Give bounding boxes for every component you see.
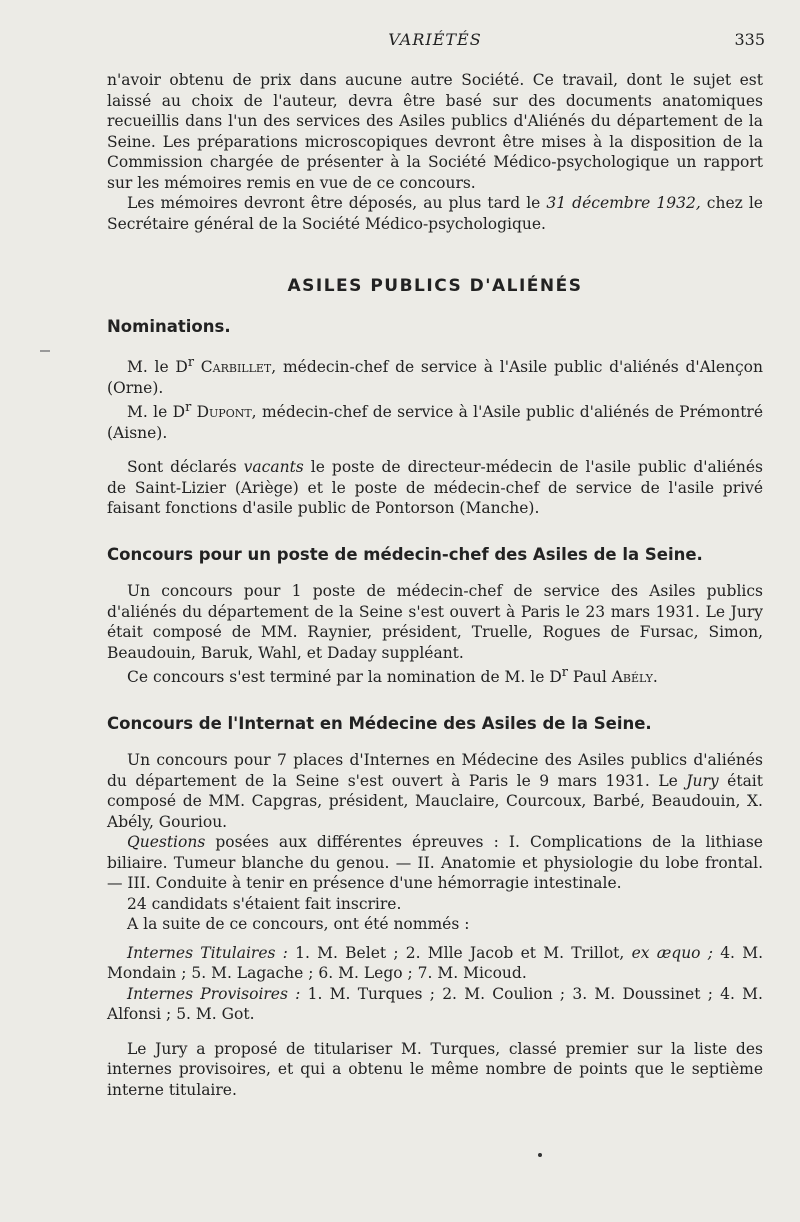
paragraph-vacancies — [107, 457, 763, 519]
nomination-prefix: M. le D — [127, 358, 188, 377]
page-body — [107, 70, 763, 1100]
titulaires-text-end: 4. M. Mondain ; 5. M. Lagache ; 6. M. Lego ; 7. M. Micoud. — [107, 943, 764, 983]
internat-paragraph-proposal: Le Jury a proposé de titulariser M. Turques, classé premier sur la liste des internes provisoires, et qui a obtenu le même nombre de points que le septième interne titulaire. — [107, 1039, 763, 1099]
vacancies-text: Sont déclarés — [127, 458, 244, 477]
concours-medecin-result — [107, 663, 763, 688]
nominations-heading: Nominations. — [107, 316, 231, 336]
internat-paragraph-questions — [107, 832, 763, 894]
paragraph-deadline — [107, 193, 763, 234]
nomination-text: médecin-chef de service à l'Asile public d'aliénés de Prémontré (Aisne). — [107, 403, 764, 442]
ink-dot — [538, 1153, 542, 1157]
deadline-text-end: chez le Secrétaire général de la Société Médico-psychologique. — [107, 194, 763, 233]
running-title: VARIÉTÉS — [388, 30, 482, 49]
page-number: 335 — [734, 30, 765, 49]
section-title: ASILES PUBLICS D'ALIÉNÉS — [287, 276, 583, 296]
jury-emphasis: Jury — [686, 771, 719, 790]
nomination-sup: r — [187, 355, 195, 370]
concours-internat-heading: Concours de l'Internat en Médecine des Asiles de la Seine. — [107, 713, 652, 733]
margin-mark — [40, 350, 50, 352]
result-text: Ce concours s'est terminé par la nomination de M. le D — [127, 668, 562, 687]
titulaires-label: Internes Titulaires : — [127, 943, 288, 962]
provisoires-label: Internes Provisoires : — [127, 984, 301, 1003]
nomination-dupont — [107, 398, 763, 443]
deadline-text: Les mémoires devront être déposés, au plus tard le — [127, 194, 547, 212]
nomination-carbillet — [107, 353, 763, 398]
internat-paragraph-candidates: 24 candidats s'étaient fait inscrire. — [127, 894, 402, 913]
nomination-sup: r — [185, 400, 192, 416]
provisoires-text: 1. M. Turques ; 2. M. Coulion ; 3. M. Doussinet ; 4. M. Alfonsi ; 5. M. Got. — [107, 984, 763, 1024]
vacancies-emphasis: vacants — [243, 458, 304, 477]
deadline-date: 31 décembre 1932, — [546, 194, 701, 212]
paragraph-prize-rules: n'avoir obtenu de prix dans aucune autre Société. Ce travail, dont le sujet est laissé au choix de l'auteur, devra être basé sur des documents anatomiques recueillis dans l'un des services des Asiles publics d'Aliénés du département de la Seine. Les préparations microscopiques devront être mises à la disposition de la Commission chargée de présenter à la Société Médico-psychologique un rapport sur les mémoires remis en vue de ce concours. — [107, 71, 763, 192]
concours-medecin-heading: Concours pour un poste de médecin-chef des Asiles de la Seine. — [107, 544, 703, 564]
nomination-prefix: M. le D — [127, 403, 186, 422]
vacancies-text-end: le poste de directeur-médecin de l'asile public d'aliénés de Saint-Lizier (Ariège) et le poste de médecin-chef de service de l'asile privé faisant fonctions d'asile public de Pontorson (Manche). — [107, 458, 763, 518]
result-mid: Paul — [567, 668, 612, 687]
titulaires-text: 1. M. Belet ; 2. Mlle Jacob et M. Trillot, — [287, 943, 632, 962]
result-sup: r — [561, 665, 568, 681]
nomination-name: Carbillet, — [200, 358, 277, 377]
internat-paragraph-jury — [107, 750, 763, 832]
nomination-text: médecin-chef de service à l'Asile public d'aliénés d'Alençon (Orne). — [107, 358, 763, 397]
internat-titulaires — [107, 943, 763, 984]
internat-provisoires — [107, 984, 763, 1025]
nomination-name: Dupont, — [196, 403, 257, 422]
questions-emphasis: Questions — [127, 833, 206, 852]
jury-text-end: était composé de MM. Capgras, président, Mauclaire, Courcoux, Barbé, Beaudouin, X. Abély, Gouriou. — [107, 771, 763, 831]
internat-paragraph-named: A la suite de ce concours, ont été nommés : — [127, 915, 470, 934]
running-header — [105, 30, 765, 52]
questions-text: posées aux différentes épreuves : I. Complications de la lithiase biliaire. Tumeur blanche du genou. — II. Anatomie et physiologie du lobe frontal. — III. Conduite à tenir en présence d'une hémorragie intestinale. — [107, 833, 763, 893]
titulaires-aequo: ex æquo ; — [631, 943, 713, 962]
jury-text: Un concours pour 7 places d'Internes en Médecine des Asiles publics d'aliénés du département de la Seine s'est ouvert à Paris le 9 mars 1931. Le — [107, 751, 763, 790]
result-name: Abély. — [611, 668, 658, 687]
concours-medecin-paragraph: Un concours pour 1 poste de médecin-chef de service des Asiles publics d'aliénés du département de la Seine s'est ouvert à Paris le 23 mars 1931. Le Jury était composé de MM. Raynier, président, Truelle, Rogues de Fursac, Simon, Beaudouin, Baruk, Wahl, et Daday suppléant. — [107, 582, 763, 662]
